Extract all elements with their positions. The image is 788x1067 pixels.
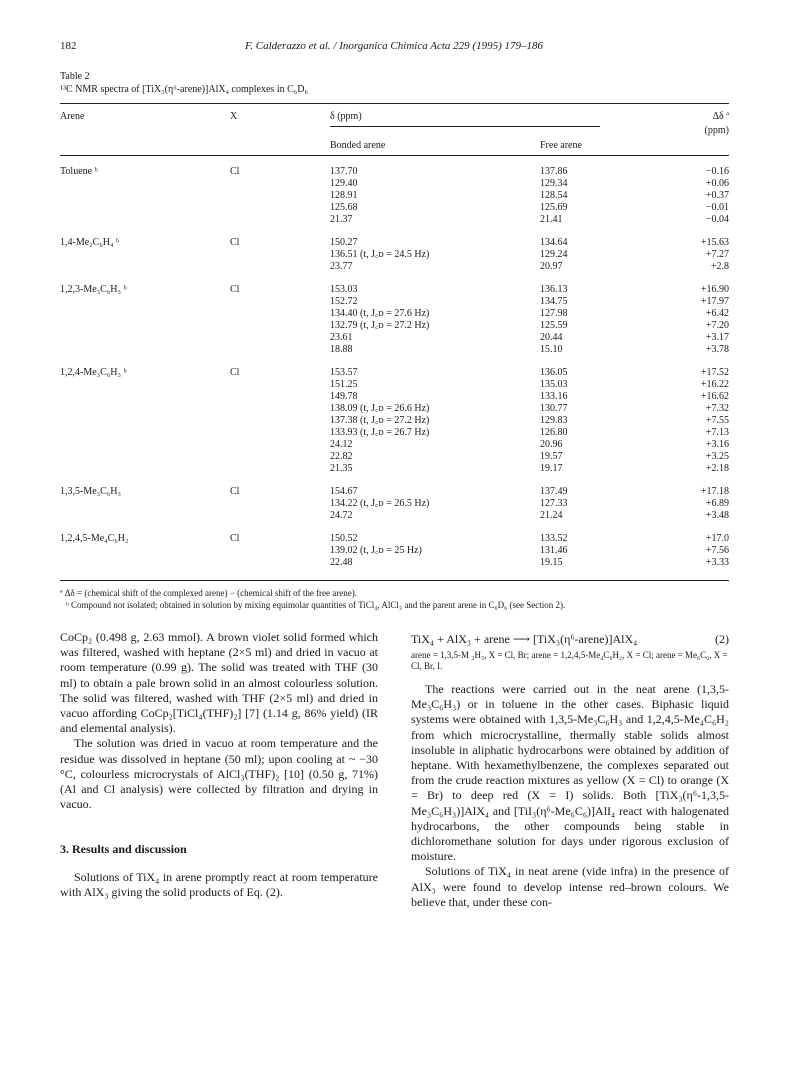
header-free: Free arene bbox=[540, 140, 582, 151]
table-row bbox=[60, 166, 729, 178]
cell-arene: 1,4-Me₂C₆H₄ ᵇ bbox=[60, 237, 120, 248]
section-heading: 3. Results and discussion bbox=[60, 842, 187, 857]
cell-delta-diff: +2.8 bbox=[710, 261, 729, 272]
cell-delta-diff: +17.0 bbox=[705, 533, 729, 544]
cell-bonded-arene: 128.91 bbox=[330, 190, 358, 201]
cell-free-arene: 15.10 bbox=[540, 344, 563, 355]
footnote-a: ª Δδ = (chemical shift of the complexed arene) − (chemical shift of the free arene). bbox=[60, 588, 358, 598]
cell-delta-diff: +7.20 bbox=[705, 320, 729, 331]
paragraph: Solutions of TiX₄ in neat arene (vide infra) in the presence of AlX₃ were found to develop intense red–brown colours. We believe that, under these con- bbox=[411, 864, 729, 909]
cell-delta-diff: +6.89 bbox=[705, 498, 729, 509]
table-row bbox=[60, 308, 729, 320]
cell-delta-diff: +16.22 bbox=[700, 379, 729, 390]
cell-bonded-arene: 139.02 (t, J꜀ᴅ = 25 Hz) bbox=[330, 545, 422, 556]
cell-free-arene: 125.59 bbox=[540, 320, 568, 331]
table-header-rule bbox=[60, 155, 729, 156]
cell-free-arene: 134.64 bbox=[540, 237, 568, 248]
table-row bbox=[60, 284, 729, 296]
cell-delta-diff: +15.63 bbox=[700, 237, 729, 248]
cell-delta-diff: +3.16 bbox=[705, 439, 729, 450]
cell-arene: 1,2,4-Me₃C₆H₃ ᵇ bbox=[60, 367, 127, 378]
table-row bbox=[60, 545, 729, 557]
cell-x: Cl bbox=[230, 284, 240, 295]
table-row bbox=[60, 510, 729, 522]
paragraph: CoCp₂ (0.498 g, 2.63 mmol). A brown violet solid formed which was filtered, washed with heptane (2×5 ml) and dried in vacuo at room temperature (0.99 g). The solid was treated with THF (30 ml) to obtain a pale brown solid in an almost colourless solution. The solid was filtered, washed with THF (2×5 ml) and dried in vacuo affording CoCp₂[TiCl₄(THF)₂] [7] (1.14 g, 86% yield) (IR and elemental analysis). bbox=[60, 630, 378, 736]
table-row bbox=[60, 320, 729, 332]
cell-free-arene: 19.15 bbox=[540, 557, 563, 568]
cell-bonded-arene: 133.93 (t, J꜀ᴅ = 26.7 Hz) bbox=[330, 427, 430, 438]
cell-bonded-arene: 136.51 (t, J꜀ᴅ = 24.5 Hz) bbox=[330, 249, 430, 260]
cell-delta-diff: +17.52 bbox=[700, 367, 729, 378]
cell-bonded-arene: 22.82 bbox=[330, 451, 353, 462]
table-row bbox=[60, 557, 729, 569]
header-delta-diff: Δδ ª bbox=[712, 111, 729, 122]
cell-delta-diff: +16.90 bbox=[700, 284, 729, 295]
table-row bbox=[60, 379, 729, 391]
cell-arene: Toluene ᵇ bbox=[60, 166, 98, 177]
cell-delta-diff: +3.25 bbox=[705, 451, 729, 462]
cell-delta-diff: +3.17 bbox=[705, 332, 729, 343]
cell-bonded-arene: 23.77 bbox=[330, 261, 353, 272]
table-row bbox=[60, 533, 729, 545]
right-column bbox=[411, 630, 729, 910]
equation-conditions: arene = 1,3,5-M ₃H₃, X = Cl, Br; arene = 1,2,4,5-Me₄C₆H₂, X = Cl; arene = Me₆C₆, X = Cl, Br, I. bbox=[411, 650, 728, 671]
header-delta-diff-unit: (ppm) bbox=[704, 125, 729, 136]
table-row bbox=[60, 237, 729, 249]
cell-delta-diff: +17.97 bbox=[700, 296, 729, 307]
cell-delta-diff: +2.18 bbox=[705, 463, 729, 474]
cell-free-arene: 21.41 bbox=[540, 214, 563, 225]
cell-bonded-arene: 150.27 bbox=[330, 237, 358, 248]
cell-delta-diff: +3.48 bbox=[705, 510, 729, 521]
table-label: Table 2 bbox=[60, 71, 90, 82]
table-top-rule bbox=[60, 103, 729, 104]
cell-free-arene: 129.34 bbox=[540, 178, 568, 189]
cell-bonded-arene: 153.03 bbox=[330, 284, 358, 295]
cell-bonded-arene: 150.52 bbox=[330, 533, 358, 544]
table-row bbox=[60, 415, 729, 427]
page-number: 182 bbox=[60, 40, 77, 52]
cell-arene: 1,2,4,5-Me₄C₆H₂ bbox=[60, 533, 129, 544]
equation-text: TiX₄ + AlX₃ + arene ⟶ [TiX₃(η⁶-arene)]AlX₄ bbox=[411, 632, 638, 646]
cell-free-arene: 128.54 bbox=[540, 190, 568, 201]
table-caption bbox=[60, 70, 308, 96]
equation-2 bbox=[411, 630, 729, 648]
cell-bonded-arene: 137.38 (t, J꜀ᴅ = 27.2 Hz) bbox=[330, 415, 430, 426]
cell-bonded-arene: 24.72 bbox=[330, 510, 353, 521]
cell-free-arene: 137.49 bbox=[540, 486, 568, 497]
table-row bbox=[60, 344, 729, 356]
cell-free-arene: 136.05 bbox=[540, 367, 568, 378]
table-row bbox=[60, 403, 729, 415]
cell-bonded-arene: 138.09 (t, J꜀ᴅ = 26.6 Hz) bbox=[330, 403, 430, 414]
table-row-group bbox=[60, 237, 729, 273]
cell-free-arene: 126.80 bbox=[540, 427, 568, 438]
cell-free-arene: 133.16 bbox=[540, 391, 568, 402]
table-row bbox=[60, 463, 729, 475]
cell-delta-diff: −0.16 bbox=[705, 166, 729, 177]
cell-delta-diff: +7.56 bbox=[705, 545, 729, 556]
table-footnotes bbox=[60, 588, 729, 611]
cell-bonded-arene: 134.22 (t, J꜀ᴅ = 26.5 Hz) bbox=[330, 498, 430, 509]
table-row-group bbox=[60, 486, 729, 522]
cell-bonded-arene: 21.35 bbox=[330, 463, 353, 474]
paragraph: The solution was dried in vacuo at room temperature and the residue was dissolved in heptane (50 ml); upon cooling at ~ −30 °C, colourless microcrystals of AlCl₃(THF)₂ [10] (0.50 g, 71%) (Al and Cl analysis) were collected by filtration and drying in vacuo. bbox=[60, 736, 378, 812]
table-row bbox=[60, 249, 729, 261]
table-row bbox=[60, 498, 729, 510]
cell-delta-diff: +7.55 bbox=[705, 415, 729, 426]
table-row-group bbox=[60, 533, 729, 569]
cell-delta-diff: +0.37 bbox=[705, 190, 729, 201]
cell-bonded-arene: 134.40 (t, J꜀ᴅ = 27.6 Hz) bbox=[330, 308, 430, 319]
table-row bbox=[60, 486, 729, 498]
cell-delta-diff: +7.13 bbox=[705, 427, 729, 438]
running-head bbox=[60, 40, 728, 56]
cell-free-arene: 129.83 bbox=[540, 415, 568, 426]
cell-x: Cl bbox=[230, 367, 240, 378]
table-row bbox=[60, 214, 729, 226]
cell-free-arene: 19.57 bbox=[540, 451, 563, 462]
cell-bonded-arene: 22.48 bbox=[330, 557, 353, 568]
cell-bonded-arene: 23.61 bbox=[330, 332, 353, 343]
table-row bbox=[60, 261, 729, 273]
paragraph: Solutions of TiX₄ in arene promptly react at room temperature with AlX₃ giving the solid products of Eq. (2). bbox=[60, 869, 378, 899]
table-title: ¹³C NMR spectra of [TiX₃(η⁶-arene)]AlX₄ complexes in C₆D₆ bbox=[60, 84, 308, 95]
table-row-group bbox=[60, 367, 729, 475]
cell-free-arene: 131.46 bbox=[540, 545, 568, 556]
cell-delta-diff: +7.32 bbox=[705, 403, 729, 414]
table-row bbox=[60, 190, 729, 202]
table-body bbox=[60, 166, 729, 569]
header-delta: δ (ppm) bbox=[330, 111, 362, 122]
header-subrule bbox=[330, 126, 600, 127]
cell-free-arene: 137.86 bbox=[540, 166, 568, 177]
header-x: X bbox=[230, 111, 238, 122]
equation-number: (2) bbox=[715, 632, 729, 646]
cell-bonded-arene: 154.67 bbox=[330, 486, 358, 497]
cell-delta-diff: +7.27 bbox=[705, 249, 729, 260]
cell-free-arene: 20.96 bbox=[540, 439, 563, 450]
cell-free-arene: 125.69 bbox=[540, 202, 568, 213]
cell-bonded-arene: 153.57 bbox=[330, 367, 358, 378]
cell-bonded-arene: 149.78 bbox=[330, 391, 358, 402]
cell-bonded-arene: 18.88 bbox=[330, 344, 353, 355]
cell-free-arene: 135.03 bbox=[540, 379, 568, 390]
table-row bbox=[60, 451, 729, 463]
cell-arene: 1,2,3-Me₃C₆H₃ ᵇ bbox=[60, 284, 127, 295]
cell-delta-diff: +3.78 bbox=[705, 344, 729, 355]
cell-bonded-arene: 21.37 bbox=[330, 214, 353, 225]
table-row bbox=[60, 391, 729, 403]
table-row bbox=[60, 202, 729, 214]
cell-free-arene: 127.98 bbox=[540, 308, 568, 319]
cell-free-arene: 129.24 bbox=[540, 249, 568, 260]
cell-free-arene: 136.13 bbox=[540, 284, 568, 295]
cell-delta-diff: +6.42 bbox=[705, 308, 729, 319]
cell-free-arene: 20.44 bbox=[540, 332, 563, 343]
table-row bbox=[60, 427, 729, 439]
paragraph: The reactions were carried out in the neat arene (1,3,5-Me₃C₆H₃) or in toluene in the other cases. Biphasic liquid systems were obtained with 1,3,5-Me₃C₆H₃ and 1,2,4,5-Me₄C₆H₂ from which microcrystalline, thermally stable solids almost insoluble in aliphatic hydrocarbons were obtained by addition of heptane. With hexamethylbenzene, the complexes separated out from the crude reaction mixtures as yellow (X = Cl) to orange (X = Br) to deep red (X = I) solids. Both [TiX₃(η⁶-1,3,5-Me₃C₆H₃)]AlX₄ and [TiI₃(η⁶-Me₆C₆)]AlI₄ react with halogenated hydrocarbons, the other compounds being stable in dichloromethane solution for days under rigorous exclusion of moisture. bbox=[411, 682, 729, 864]
cell-arene: 1,3,5-Me₃C₆H₃ bbox=[60, 486, 122, 497]
cell-free-arene: 19.17 bbox=[540, 463, 563, 474]
cell-x: Cl bbox=[230, 166, 240, 177]
cell-delta-diff: +3.33 bbox=[705, 557, 729, 568]
cell-x: Cl bbox=[230, 533, 240, 544]
cell-bonded-arene: 129.40 bbox=[330, 178, 358, 189]
table-row bbox=[60, 332, 729, 344]
table-row bbox=[60, 296, 729, 308]
cell-x: Cl bbox=[230, 486, 240, 497]
cell-bonded-arene: 24.12 bbox=[330, 439, 353, 450]
cell-delta-diff: −0.01 bbox=[705, 202, 729, 213]
cell-free-arene: 134.75 bbox=[540, 296, 568, 307]
cell-bonded-arene: 151.25 bbox=[330, 379, 358, 390]
cell-free-arene: 130.77 bbox=[540, 403, 568, 414]
journal-citation: F. Calderazzo et al. / Inorganica Chimica Acta 229 (1995) 179–186 bbox=[244, 40, 543, 52]
table-row bbox=[60, 367, 729, 379]
cell-free-arene: 127.33 bbox=[540, 498, 568, 509]
cell-delta-diff: −0.04 bbox=[705, 214, 729, 225]
cell-bonded-arene: 137.70 bbox=[330, 166, 358, 177]
cell-bonded-arene: 132.79 (t, J꜀ᴅ = 27.2 Hz) bbox=[330, 320, 430, 331]
cell-delta-diff: +16.62 bbox=[700, 391, 729, 402]
table-bottom-rule bbox=[60, 580, 729, 581]
table-row-group bbox=[60, 284, 729, 356]
table-row bbox=[60, 178, 729, 190]
cell-free-arene: 21.24 bbox=[540, 510, 563, 521]
cell-bonded-arene: 125.68 bbox=[330, 202, 358, 213]
cell-free-arene: 20.97 bbox=[540, 261, 563, 272]
footnote-b: ᵇ Compound not isolated; obtained in solution by mixing equimolar quantities of TiCl₄, AlCl₃ and the parent arene in C₆D₆ (see Section 2). bbox=[66, 599, 566, 610]
left-column bbox=[60, 630, 378, 900]
cell-free-arene: 133.52 bbox=[540, 533, 568, 544]
table-row-group bbox=[60, 166, 729, 226]
table-row bbox=[60, 439, 729, 451]
cell-x: Cl bbox=[230, 237, 240, 248]
cell-delta-diff: +0.06 bbox=[705, 178, 729, 189]
header-bonded: Bonded arene bbox=[330, 140, 386, 151]
header-arene: Arene bbox=[60, 111, 85, 122]
cell-delta-diff: +17.18 bbox=[700, 486, 729, 497]
cell-bonded-arene: 152.72 bbox=[330, 296, 358, 307]
